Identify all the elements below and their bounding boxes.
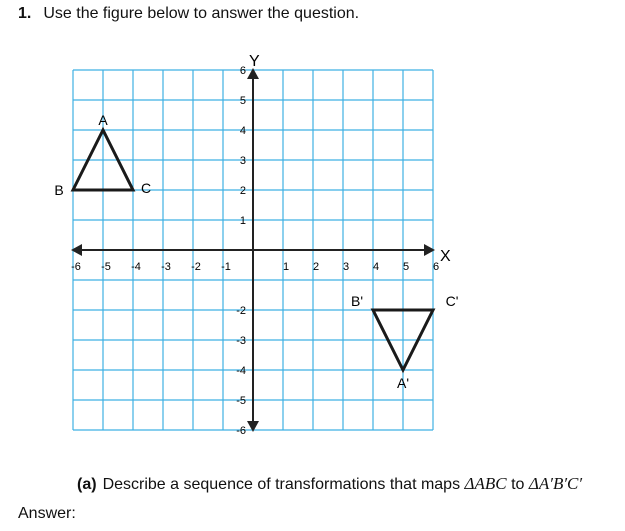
question-number: 1. xyxy=(18,5,32,22)
vertex-label: A' xyxy=(396,375,410,391)
part-a-prompt xyxy=(77,474,582,494)
x-tick-label: -1 xyxy=(221,261,231,273)
y-tick-label: 3 xyxy=(239,155,246,167)
y-tick-label: 1 xyxy=(239,215,246,227)
y-tick-label: -4 xyxy=(236,365,246,377)
x-tick-label: 3 xyxy=(342,261,350,273)
y-tick-label: -5 xyxy=(236,395,246,407)
x-tick-label: -6 xyxy=(71,261,81,273)
answer-label: Answer: xyxy=(18,505,76,522)
triangle-abc-notation: ΔABC xyxy=(464,474,507,493)
y-tick-label: -3 xyxy=(236,335,246,347)
vertex-label: A xyxy=(98,112,108,128)
y-axis-label: Y xyxy=(249,53,260,70)
y-tick-label: -6 xyxy=(236,425,246,437)
question-text: Use the figure below to answer the question. xyxy=(43,5,360,22)
x-tick-label: 1 xyxy=(282,261,290,273)
x-tick-label: 2 xyxy=(312,261,320,273)
y-tick-label: 2 xyxy=(239,185,246,197)
x-tick-label: -3 xyxy=(161,261,171,273)
x-tick-label: -5 xyxy=(101,261,111,273)
y-tick-label: 6 xyxy=(239,65,246,77)
vertex-label: C xyxy=(140,180,152,196)
y-tick-label: 5 xyxy=(239,95,246,107)
x-axis-label: X xyxy=(440,248,451,265)
y-tick-label: -2 xyxy=(236,305,246,317)
y-tick-label: 4 xyxy=(239,125,246,137)
x-tick-label: 5 xyxy=(402,261,410,273)
x-tick-label: -2 xyxy=(191,261,201,273)
vertex-label: B' xyxy=(350,293,364,309)
part-a-label: (a) xyxy=(77,476,97,493)
vertex-label: C' xyxy=(445,293,459,309)
part-a-to: to xyxy=(506,476,529,493)
triangle-image-notation: ΔA′B′C′ xyxy=(528,474,583,493)
x-tick-label: -4 xyxy=(131,261,141,273)
triangle-a-prime-b-prime-c-prime xyxy=(351,293,458,391)
x-tick-label: 4 xyxy=(372,261,380,273)
axes xyxy=(71,68,435,432)
part-a-text: Describe a sequence of transformations that maps xyxy=(102,476,465,493)
vertex-label: B xyxy=(54,182,64,198)
x-tick-label: 6 xyxy=(432,261,440,273)
